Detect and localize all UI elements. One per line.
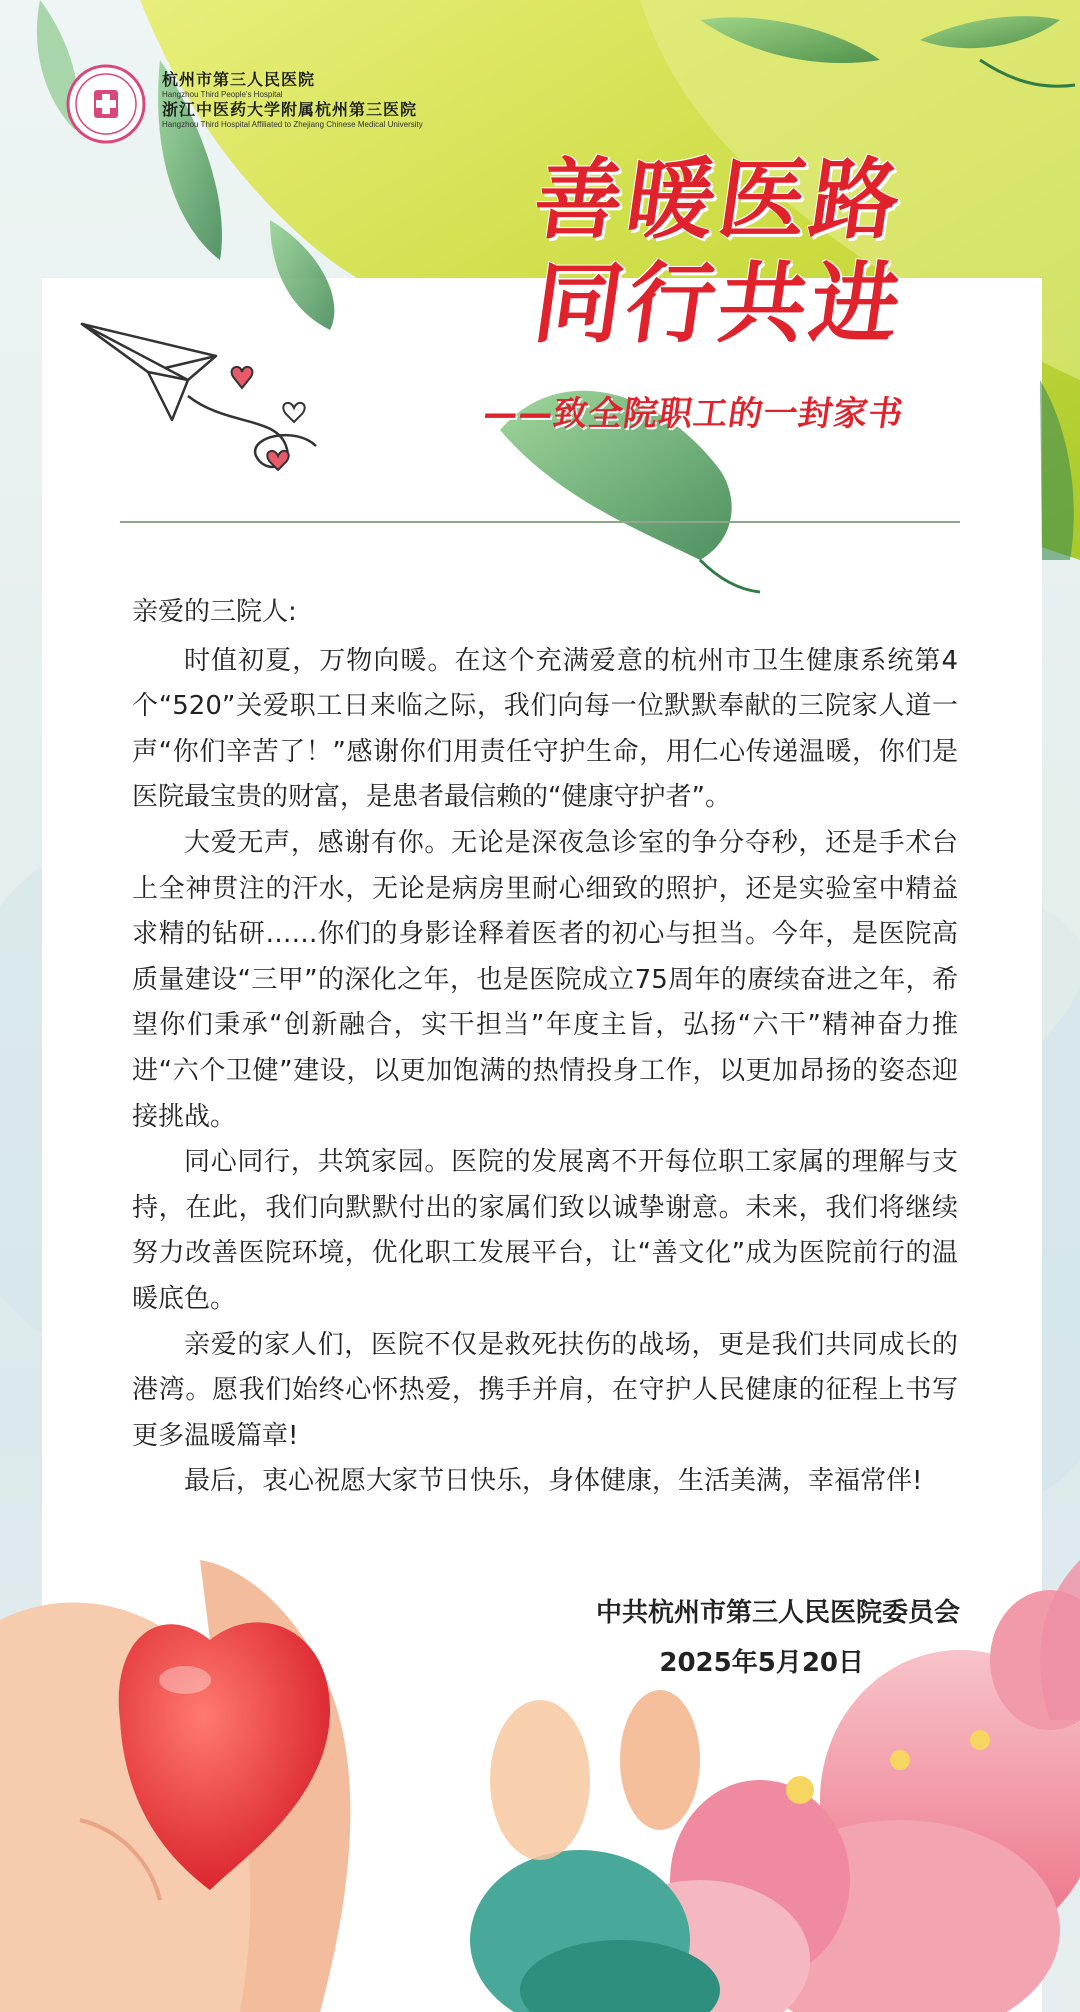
paper-plane-icon (76, 316, 336, 486)
title-line-1: 善暖医路 (527, 148, 911, 251)
signature-date: 2025年5月20日 (659, 1648, 864, 1678)
signature-organization: 中共杭州市第三人民医院委员会 (595, 1598, 960, 1628)
page-subtitle: ——致全院职工的一封家书 (480, 394, 907, 434)
salutation: 亲爱的三院人: (132, 597, 297, 627)
hospital-logo (66, 64, 426, 144)
hospital-name: 杭州市第三人民医院 (162, 70, 316, 89)
signature-block (540, 1588, 960, 1688)
paragraph-4: 亲爱的家人们，医院不仅是救死扶伤的战场，更是我们共同成长的港湾。愿我们始终心怀热爱，携手并肩，在守护人民健康的征程上书写更多温暖篇章! (132, 1329, 958, 1451)
page-title (527, 148, 995, 356)
letter-body (132, 590, 958, 1505)
paragraph-5: 最后，衷心祝愿大家节日快乐，身体健康，生活美满，幸福常伴! (184, 1466, 923, 1497)
hospital-affiliation: 浙江中医药大学附属杭州第三医院 (162, 100, 418, 119)
divider (120, 521, 960, 523)
hospital-affiliation-english: Hangzhou Third Hospital Affiliated to Zhejiang Chinese Medical University (162, 120, 423, 129)
hospital-emblem-icon (66, 64, 146, 144)
title-line-2: 同行共进 (527, 252, 911, 355)
paragraph-1: 时值初夏，万物向暖。在这个充满爱意的杭州市卫生健康系统第4个“520”关爱职工日来临之际，我们向每一位默默奉献的三院家人道一声“你们辛苦了！”感谢你们用责任守护生命，用仁心传递温暖，你们是医院最宝贵的财富，是患者最信赖的“健康守护者”。 (132, 645, 958, 813)
paragraph-3: 同心同行，共筑家园。医院的发展离不开每位职工家属的理解与支持，在此，我们向默默付出的家属们致以诚挚谢意。未来，我们将继续努力改善医院环境，优化职工发展平台，让“善文化”成为医院前行的温暖底色。 (132, 1147, 958, 1314)
hospital-name-english: Hangzhou Third People's Hospital (162, 90, 283, 99)
paragraph-2: 大爱无声，感谢有你。无论是深夜急诊室的争分夺秒，还是手术台上全神贯注的汗水，无论是病房里耐心细致的照护，还是实验室中精益求精的钻研……你们的身影诠释着医者的初心与担当。今年，是医院高质量建设“三甲”的深化之年，也是医院成立75周年的赓续奋进之年，希望你们秉承“创新融合，实干担当”年度主旨，弘扬“六干”精神奋力推进“六个卫健”建设，以更加饱满的热情投身工作，以更加昂扬的姿态迎接挑战。 (132, 827, 958, 1132)
